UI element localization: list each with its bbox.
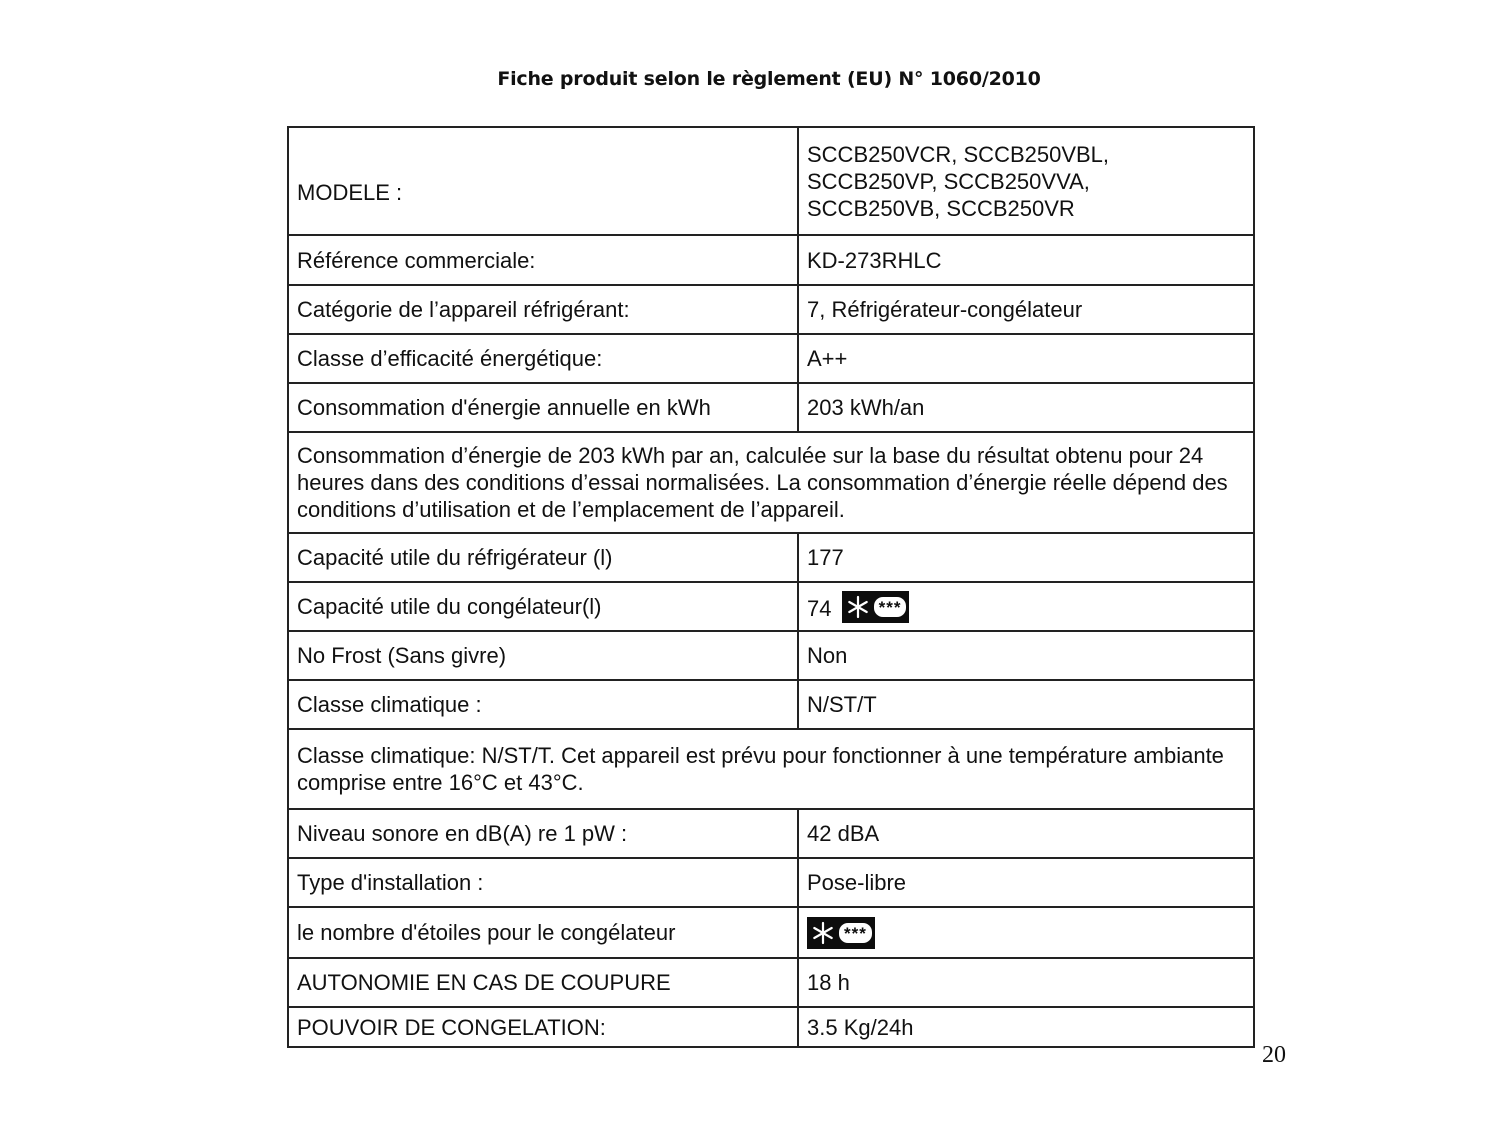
- table-row-climate-class: [288, 680, 1254, 729]
- freezing-capacity-value: 3.5 Kg/24h: [798, 1007, 1254, 1047]
- category-label: Catégorie de l’appareil réfrigérant:: [288, 285, 798, 334]
- model-value-line: SCCB250VB, SCCB250VR: [807, 195, 1075, 221]
- freezer-capacity-value: 74: [807, 596, 832, 622]
- reference-value: KD-273RHLC: [798, 235, 1254, 285]
- model-value-line: SCCB250VP, SCCB250VVA,: [807, 168, 1090, 194]
- energy-class-value: A++: [798, 334, 1254, 383]
- freezer-stars-cell: [798, 907, 1254, 958]
- snowflake-icon: [811, 921, 835, 945]
- freezer-capacity-label: Capacité utile du congélateur(l): [288, 582, 798, 631]
- table-row-reference: [288, 235, 1254, 285]
- climate-note: Classe climatique: N/ST/T. Cet appareil est prévu pour fonctionner à une température ambiante comprise entre 16°C et 43°C.: [288, 729, 1254, 809]
- star-rating-label: ***: [839, 923, 872, 943]
- energy-class-label: Classe d’efficacité énergétique:: [288, 334, 798, 383]
- table-row-noise: [288, 809, 1254, 858]
- model-label: MODELE :: [288, 127, 798, 235]
- table-row-freezing-capacity: [288, 1007, 1254, 1047]
- noise-value: 42 dBA: [798, 809, 1254, 858]
- autonomy-label: AUTONOMIE EN CAS DE COUPURE: [288, 958, 798, 1007]
- freezer-star-badge: [842, 591, 910, 623]
- page-number: 20: [1262, 1042, 1286, 1068]
- star-rating-label: ***: [874, 597, 907, 617]
- climate-class-value: N/ST/T: [798, 680, 1254, 729]
- reference-label: Référence commerciale:: [288, 235, 798, 285]
- table-row-energy-class: [288, 334, 1254, 383]
- climate-class-label: Classe climatique :: [288, 680, 798, 729]
- freezer-stars-label: le nombre d'étoiles pour le congélateur: [288, 907, 798, 958]
- table-row-freezer-stars: [288, 907, 1254, 958]
- fridge-capacity-label: Capacité utile du réfrigérateur (l): [288, 533, 798, 582]
- table-row-autonomy: [288, 958, 1254, 1007]
- table-row-consumption-note: [288, 432, 1254, 533]
- snowflake-icon: [846, 595, 870, 619]
- installation-label: Type d'installation :: [288, 858, 798, 907]
- table-row-no-frost: [288, 631, 1254, 680]
- freezing-capacity-label: POUVOIR DE CONGELATION:: [288, 1007, 798, 1047]
- table-row-category: [288, 285, 1254, 334]
- annual-consumption-value: 203 kWh/an: [798, 383, 1254, 432]
- table-row-freezer-capacity: [288, 582, 1254, 631]
- model-value-line: SCCB250VCR, SCCB250VBL,: [807, 141, 1110, 167]
- document-title: Fiche produit selon le règlement (EU) N° 1060/2010: [497, 68, 1041, 90]
- table-row-annual-consumption: [288, 383, 1254, 432]
- table-row-installation: [288, 858, 1254, 907]
- installation-value: Pose-libre: [798, 858, 1254, 907]
- noise-label: Niveau sonore en dB(A) re 1 pW :: [288, 809, 798, 858]
- freezer-capacity-cell: [798, 582, 1254, 631]
- no-frost-label: No Frost (Sans givre): [288, 631, 798, 680]
- product-sheet-table: [287, 126, 1255, 1048]
- category-value: 7, Réfrigérateur-congélateur: [798, 285, 1254, 334]
- autonomy-value: 18 h: [798, 958, 1254, 1007]
- table-row-model: [288, 127, 1254, 235]
- fridge-capacity-value: 177: [798, 533, 1254, 582]
- table-row-climate-note: [288, 729, 1254, 809]
- model-value: [798, 127, 1254, 235]
- no-frost-value: Non: [798, 631, 1254, 680]
- annual-consumption-label: Consommation d'énergie annuelle en kWh: [288, 383, 798, 432]
- freezer-star-badge: [807, 917, 875, 949]
- table-row-fridge-capacity: [288, 533, 1254, 582]
- consumption-note: Consommation d’énergie de 203 kWh par an, calculée sur la base du résultat obtenu pour 24 heures dans des conditions d’essai normalisées. La consommation d’énergie réelle dépend des conditions d’utilisation et de l’emplacement de l’appareil.: [288, 432, 1254, 533]
